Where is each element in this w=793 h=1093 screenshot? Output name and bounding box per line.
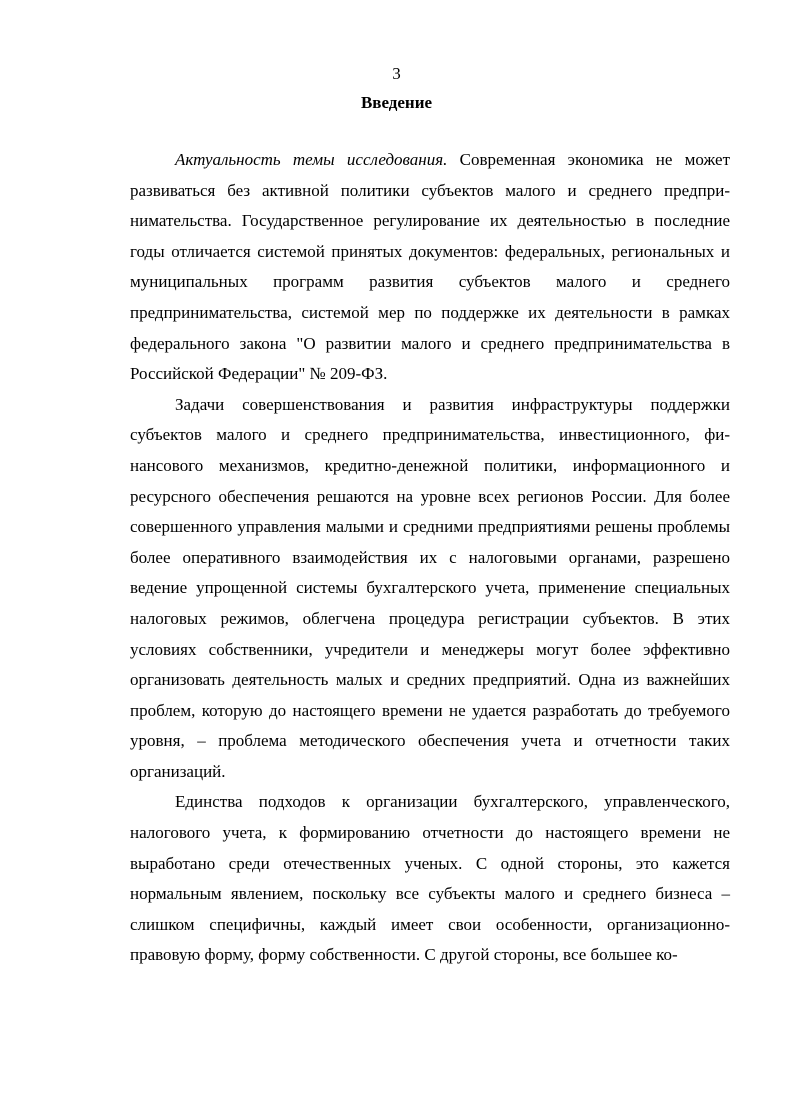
document-body [130, 145, 730, 971]
page-title: Введение [360, 93, 433, 112]
paragraph-text: Современная экономика не может развиваться без активной политики субъектов малого и среднего предпринимательства. Государственное регулирование их деятельностью в последние годы отличается системой принятых документов: федеральных, региональных и муниципальных программ развития субъектов малого и среднего предпринимательства, системой мер по поддержке их деятельности в рамках федерального закона "О развитии малого и среднего предпринимательства в Российской Федерации" № 209-ФЗ. [130, 150, 730, 384]
paragraph-lead-italic: Актуальность темы исследования. [175, 150, 448, 169]
paragraph-unity-of-approaches: Единства подходов к организации бухгалтерского, управленческого, налогового учета, к формированию отчетности до настоящего времени не выработано среди отечественных ученых. С одной стороны, это кажется нормальным явлением, поскольку все субъекты малого и среднего бизнеса – слишком специфичны, каждый имеет свои особенности, организационно-правовую форму, форму собственности. С другой стороны, все большее ко- [130, 792, 730, 965]
paragraph-infrastructure: Задачи совершенствования и развития инфраструктуры поддержки субъектов малого и среднего предпринимательства, инвестиционного, финансового механизмов, кредитно-денежной политики, информационного и ресурсного обеспечения решаются на уровне всех регионов России. Для более совершенного управления малыми и средними предприятиями решены проблемы более оперативного взаимодействия их с налоговыми органами, разрешено ведение упрощенной системы бухгалтерского учета, применение специальных налоговых режимов, облегчена процедура регистрации субъектов. В этих условиях собственники, учредители и менеджеры могут более эффективно организовать деятельность малых и средних предприятий. Одна из важнейших проблем, которую до настоящего времени не удается разработать до требуемого уровня, – проблема методического обеспечения учета и отчетности таких организаций. [130, 394, 730, 781]
page-number: 3 [392, 64, 401, 83]
paragraph-relevance [130, 145, 730, 390]
